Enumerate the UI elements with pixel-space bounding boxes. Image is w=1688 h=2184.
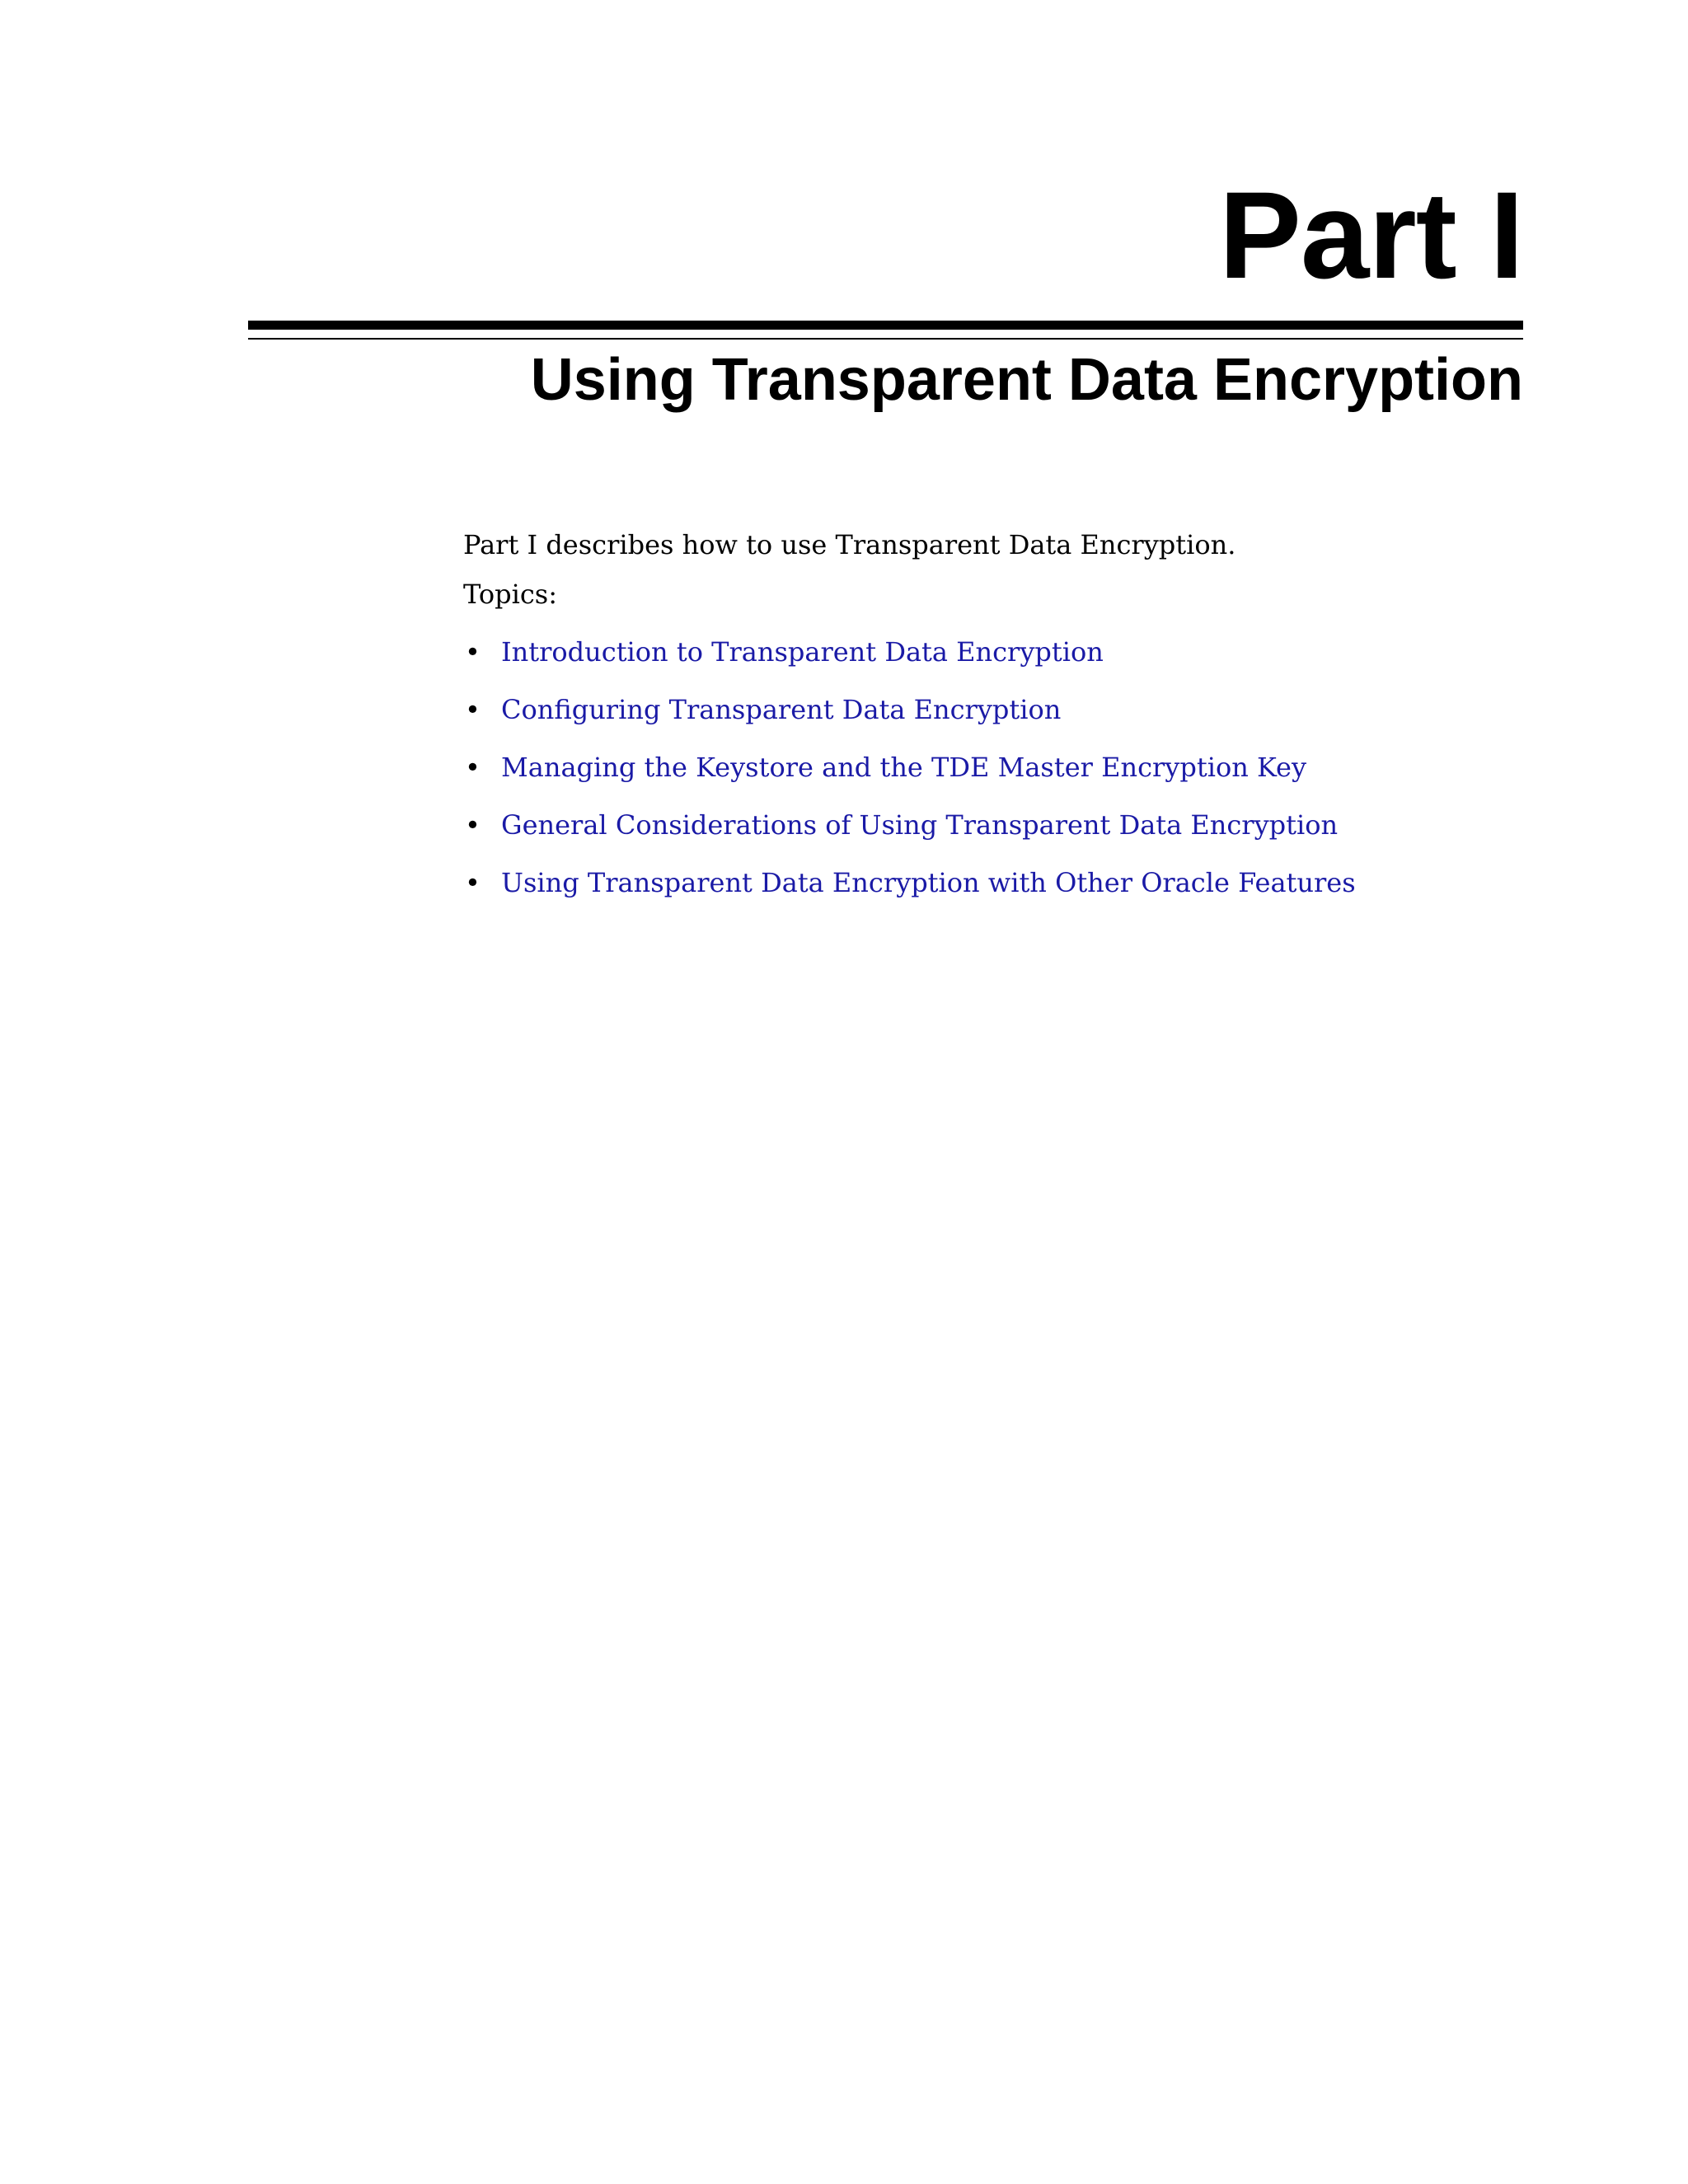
intro-paragraph: Part I describes how to use Transparent Data Encryption. (463, 529, 1236, 560)
bullet-icon: • (465, 636, 481, 668)
heading-rule-thick (248, 321, 1523, 330)
topic-link-configuring[interactable]: Configuring Transparent Data Encryption (501, 694, 1062, 725)
topic-link-other-oracle-features[interactable]: Using Transparent Data Encryption with Other Oracle Features (501, 867, 1356, 898)
list-item (463, 636, 1356, 694)
part-title: Using Transparent Data Encryption (530, 347, 1523, 413)
bullet-icon: • (465, 694, 481, 725)
list-item (463, 694, 1356, 752)
bullet-icon: • (465, 752, 481, 783)
list-item (463, 867, 1356, 925)
list-item (463, 752, 1356, 809)
list-item (463, 809, 1356, 867)
heading-rule-thin (248, 338, 1523, 340)
topics-label: Topics: (463, 579, 557, 610)
topic-link-general-considerations[interactable]: General Considerations of Using Transparent Data Encryption (501, 809, 1339, 841)
bullet-icon: • (465, 809, 481, 841)
part-label: Part I (1218, 166, 1523, 304)
topic-list (463, 636, 1356, 925)
bullet-icon: • (465, 867, 481, 898)
topic-link-introduction[interactable]: Introduction to Transparent Data Encryption (501, 636, 1104, 668)
topic-link-managing-keystore[interactable]: Managing the Keystore and the TDE Master Encryption Key (501, 752, 1307, 783)
